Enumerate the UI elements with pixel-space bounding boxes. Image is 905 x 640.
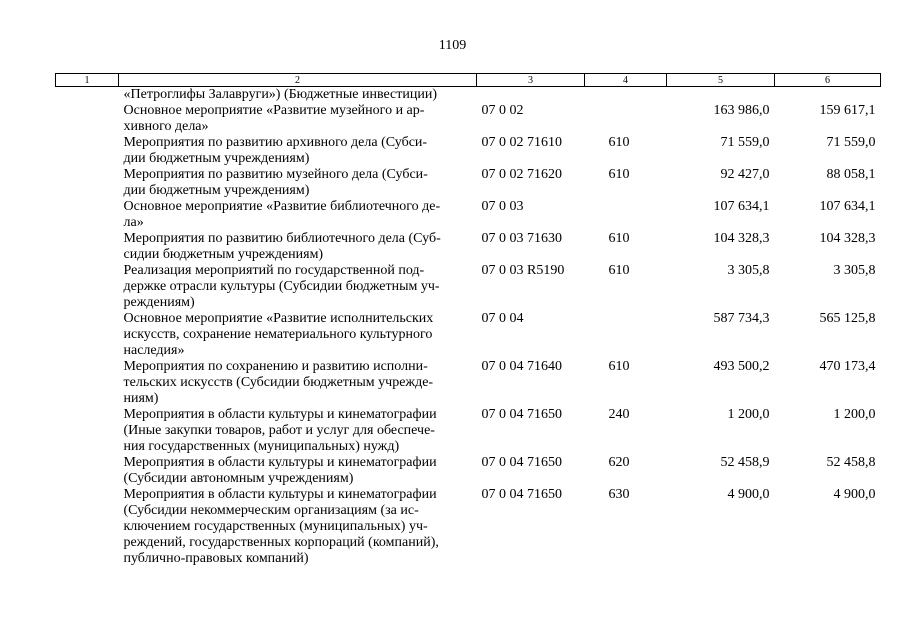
amount-cell-5: 107 634,1 xyxy=(713,199,770,214)
code-cell: 07 0 03 xyxy=(481,199,524,214)
table-row xyxy=(56,135,881,167)
amount-cell-5: 163 986,0 xyxy=(713,103,770,118)
item-name-cell xyxy=(119,359,477,407)
amount-cell-6: 1 200,0 xyxy=(833,407,876,422)
amount-cell-6: 565 125,8 xyxy=(819,311,876,326)
amount-cell-6: 3 305,8 xyxy=(833,263,876,278)
table-header xyxy=(56,74,881,87)
row-number-cell xyxy=(56,487,119,567)
item-name-line: тельских искусств (Субсидии бюджетным учрежде- xyxy=(123,375,434,390)
amount-cell-5 xyxy=(667,87,775,104)
row-number-cell xyxy=(56,103,119,135)
item-name-line: (Субсидии некоммерческим организациям (за ис- xyxy=(123,503,419,518)
amount-cell-5: 1 200,0 xyxy=(727,407,770,422)
item-name-cell xyxy=(119,87,477,104)
column-header-5: 5 xyxy=(667,74,775,87)
amount-cell-6 xyxy=(775,87,881,104)
table-row xyxy=(56,231,881,263)
item-name-line: реждениям) xyxy=(123,295,195,310)
code-cell xyxy=(477,87,585,104)
item-name-line: держке отрасли культуры (Субсидии бюджетным уч- xyxy=(123,279,440,294)
expense-type-cell: 610 xyxy=(608,263,630,278)
item-name-line: дии бюджетным учреждениям) xyxy=(123,151,310,166)
code-cell: 07 0 02 71620 xyxy=(481,167,562,182)
row-number-cell xyxy=(56,359,119,407)
item-name-cell xyxy=(119,455,477,487)
table-row xyxy=(56,311,881,359)
item-name-line: ключением государственных (муниципальных) уч- xyxy=(123,519,428,534)
row-number-cell xyxy=(56,199,119,231)
amount-cell-5: 3 305,8 xyxy=(727,263,770,278)
expense-type-cell: 610 xyxy=(608,231,630,246)
amount-cell-6: 4 900,0 xyxy=(833,487,876,502)
table-row xyxy=(56,487,881,567)
amount-cell-6: 71 559,0 xyxy=(826,135,876,150)
amount-cell-6: 107 634,1 xyxy=(819,199,876,214)
code-cell: 07 0 04 71650 xyxy=(481,407,562,422)
item-name-line: «Петроглифы Залавруги») (Бюджетные инвестиции) xyxy=(123,87,438,102)
item-name-line: Основное мероприятие «Развитие исполнительских xyxy=(123,311,434,326)
expense-type-cell xyxy=(585,87,667,104)
table-row xyxy=(56,455,881,487)
item-name-cell xyxy=(119,263,477,311)
table-row xyxy=(56,263,881,311)
table-body xyxy=(56,87,881,568)
expense-type-cell: 610 xyxy=(608,135,630,150)
row-number-cell xyxy=(56,263,119,311)
item-name-line: ла» xyxy=(123,215,144,230)
row-number-cell xyxy=(56,231,119,263)
table-row xyxy=(56,407,881,455)
expense-type-cell: 610 xyxy=(608,167,630,182)
item-name-cell xyxy=(119,167,477,199)
amount-cell-6: 104 328,3 xyxy=(819,231,876,246)
row-number-cell xyxy=(56,407,119,455)
item-name-line: реждений, государственных корпораций (компаний), xyxy=(123,535,439,550)
item-name-line: дии бюджетным учреждениям) xyxy=(123,183,310,198)
page-number: 1109 xyxy=(438,38,467,53)
item-name-line: сидии бюджетным учреждениям) xyxy=(123,247,324,262)
item-name-line: Реализация мероприятий по государственной под- xyxy=(123,263,425,278)
column-header-6: 6 xyxy=(775,74,881,87)
item-name-cell xyxy=(119,199,477,231)
item-name-line: Мероприятия в области культуры и кинематографии xyxy=(123,407,437,422)
row-number-cell xyxy=(56,87,119,104)
row-number-cell xyxy=(56,135,119,167)
table-row xyxy=(56,167,881,199)
column-header-2: 2 xyxy=(119,74,477,87)
code-cell: 07 0 02 xyxy=(481,103,524,118)
item-name-line: (Субсидии автономным учреждениям) xyxy=(123,471,354,486)
expense-type-cell: 630 xyxy=(608,487,630,502)
amount-cell-6: 470 173,4 xyxy=(819,359,876,374)
code-cell: 07 0 04 71650 xyxy=(481,487,562,502)
item-name-line: Мероприятия по развитию музейного дела (Субси- xyxy=(123,167,428,182)
expense-type-cell xyxy=(585,311,667,359)
amount-cell-6: 159 617,1 xyxy=(819,103,876,118)
table-row xyxy=(56,103,881,135)
code-cell: 07 0 03 R5190 xyxy=(481,263,565,278)
column-header-1: 1 xyxy=(56,74,119,87)
amount-cell-5: 52 458,9 xyxy=(720,455,770,470)
table-row xyxy=(56,87,881,104)
amount-cell-5: 493 500,2 xyxy=(713,359,770,374)
amount-cell-5: 104 328,3 xyxy=(713,231,770,246)
item-name-line: Мероприятия по развитию архивного дела (Субси- xyxy=(123,135,428,150)
item-name-line: искусств, сохранение нематериального культурного xyxy=(123,327,433,342)
column-header-4: 4 xyxy=(585,74,667,87)
item-name-line: Мероприятия по сохранению и развитию исполни- xyxy=(123,359,428,374)
amount-cell-5: 4 900,0 xyxy=(727,487,770,502)
code-cell: 07 0 04 71640 xyxy=(481,359,562,374)
amount-cell-6: 52 458,8 xyxy=(826,455,876,470)
item-name-line: ниям) xyxy=(123,391,159,406)
code-cell: 07 0 04 xyxy=(481,311,524,326)
item-name-cell xyxy=(119,135,477,167)
code-cell: 07 0 04 71650 xyxy=(481,455,562,470)
table-row xyxy=(56,359,881,407)
table-row xyxy=(56,199,881,231)
expense-type-cell: 240 xyxy=(608,407,630,422)
row-number-cell xyxy=(56,311,119,359)
item-name-cell xyxy=(119,311,477,359)
expense-type-cell xyxy=(585,199,667,231)
item-name-line: наследия» xyxy=(123,343,185,358)
row-number-cell xyxy=(56,167,119,199)
expense-type-cell xyxy=(585,103,667,135)
expense-type-cell: 620 xyxy=(608,455,630,470)
amount-cell-5: 92 427,0 xyxy=(720,167,770,182)
item-name-line: Мероприятия в области культуры и кинематографии xyxy=(123,487,437,502)
item-name-cell xyxy=(119,487,477,567)
item-name-line: Мероприятия по развитию библиотечного дела (Суб- xyxy=(123,231,441,246)
item-name-cell xyxy=(119,231,477,263)
expense-type-cell: 610 xyxy=(608,359,630,374)
amount-cell-5: 587 734,3 xyxy=(713,311,770,326)
budget-table xyxy=(55,73,881,567)
item-name-line: ния государственных (муниципальных) нужд) xyxy=(123,439,400,454)
item-name-cell xyxy=(119,103,477,135)
item-name-line: Основное мероприятие «Развитие библиотечного де- xyxy=(123,199,441,214)
code-cell: 07 0 03 71630 xyxy=(481,231,562,246)
item-name-line: Основное мероприятие «Развитие музейного и ар- xyxy=(123,103,425,118)
item-name-line: хивного дела» xyxy=(123,119,209,134)
amount-cell-5: 71 559,0 xyxy=(720,135,770,150)
item-name-cell xyxy=(119,407,477,455)
item-name-line: (Иные закупки товаров, работ и услуг для обеспече- xyxy=(123,423,435,438)
column-header-3: 3 xyxy=(477,74,585,87)
amount-cell-6: 88 058,1 xyxy=(826,167,876,182)
code-cell: 07 0 02 71610 xyxy=(481,135,562,150)
row-number-cell xyxy=(56,455,119,487)
item-name-line: публично-правовых компаний) xyxy=(123,551,309,566)
item-name-line: Мероприятия в области культуры и кинематографии xyxy=(123,455,437,470)
header-row xyxy=(56,74,881,87)
